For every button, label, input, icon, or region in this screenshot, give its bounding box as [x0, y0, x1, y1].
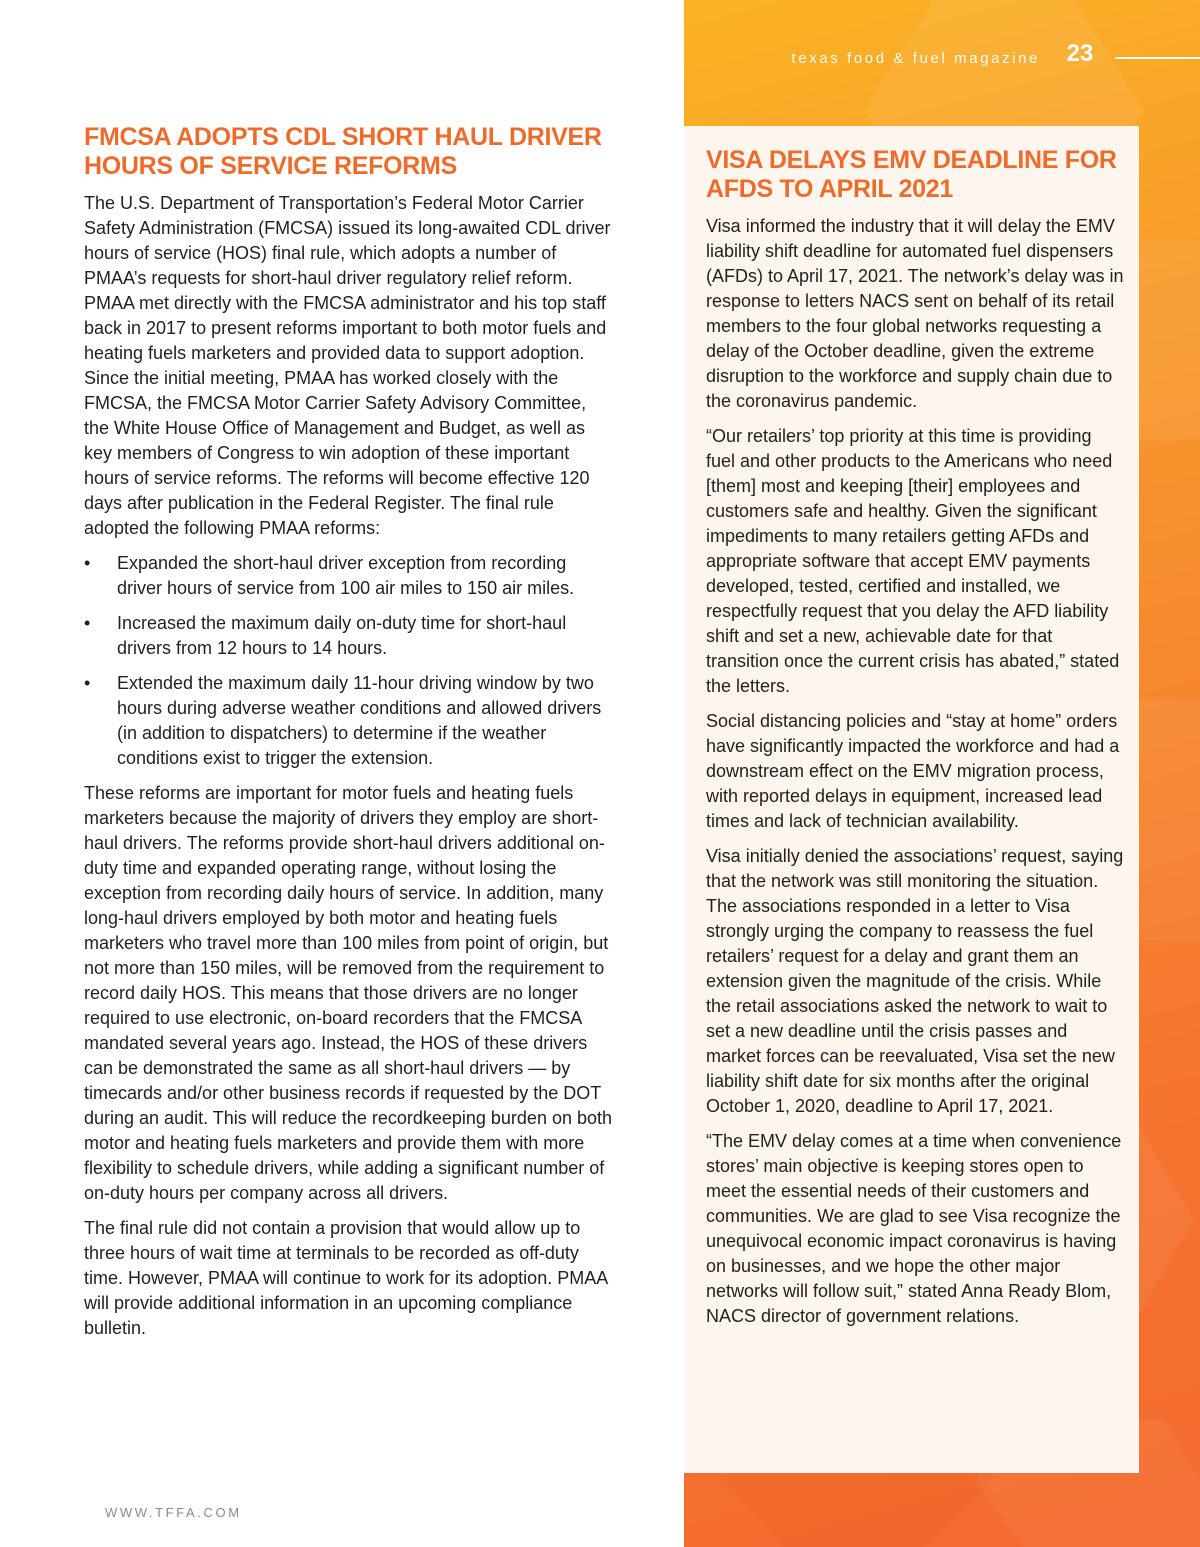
sidebar-article-paragraph: “Our retailers’ top priority at this time is providing fuel and other products to the Americans who need [them] most and keeping [their] employees and customers safe and healthy. Given the significant impediments to many retailers getting AFDs and appropriate software that accept EMV payments developed, tested, certified and installed, we respectfully request that you delay the AFD liability shift and set a new, achievable date for that transition once the current crisis has abated,” stated the letters. [706, 426, 1120, 696]
left-article-paragraph: These reforms are important for motor fuels and heating fuels marketers because the majority of drivers they employ are short-haul drivers. The reforms provide short-haul drivers additional on-duty time and expanded operating range, without losing the exception from recording daily hours of service. In addition, many long-haul drivers employed by both motor and heating fuels marketers who travel more than 100 miles from point of origin, but not more than 150 miles, will be removed from the requirement to record daily HOS. This means that those drivers are no longer required to use electronic, on-board recorders that the FMCSA mandated several years ago. Instead, the HOS of these drivers can be demonstrated the same as all short-haul drivers — by timecards and/or other business records if requested by the DOT during an audit. This will reduce the recordkeeping burden on both motor and heating fuels marketers and provide them with more flexibility to schedule drivers, while adding a significant number of on-duty hours per company across all drivers. [84, 783, 613, 1203]
footer-website: WWW.TFFA.COM [105, 1505, 242, 1520]
bullet-text: Extended the maximum daily 11-hour driving window by two hours during adverse weather conditions and allowed drivers (in addition to dispatchers) to determine if the weather conditions exist to trigger the extension. [117, 673, 602, 768]
page-number: 23 [1066, 40, 1094, 67]
bullet-text: Expanded the short-haul driver exception from recording driver hours of service from 100 air miles to 150 air miles. [117, 553, 575, 598]
magazine-name: texas food & fuel magazine [791, 50, 1040, 67]
list-item [84, 611, 614, 661]
list-item [84, 551, 614, 601]
sidebar-article-paragraph: Social distancing policies and “stay at home” orders have significantly impacted the workforce and had a downstream effect on the EMV migration process, with reported delays in equipment, increased lead times and lack of technician availability. [706, 711, 1120, 831]
left-article-title: FMCSA ADOPTS CDL SHORT HAUL DRIVER HOURS OF SERVICE REFORMS [84, 123, 602, 180]
left-article [84, 123, 614, 1351]
sidebar-article-paragraph: Visa informed the industry that it will delay the EMV liability shift deadline for automated fuel dispensers (AFDs) to April 17, 2021. The network’s delay was in response to letters NACS sent on behalf of its retail members to the four global networks requesting a delay of the October deadline, given the extreme disruption to the workforce and supply chain due to the coronavirus pandemic. [706, 216, 1124, 411]
left-article-body [84, 191, 614, 1341]
sidebar-article [706, 146, 1124, 1339]
bullet-text: Increased the maximum daily on-duty time for short-haul drivers from 12 hours to 14 hours. [117, 613, 567, 658]
left-article-intro: The U.S. Department of Transportation’s Federal Motor Carrier Safety Administration (FMCSA) issued its long-awaited CDL driver hours of service (HOS) final rule, which adopts a number of PMAA’s requests for short-haul driver regulatory relief reform. PMAA met directly with the FMCSA administrator and his top staff back in 2017 to present reforms important to both motor fuels and heating fuels marketers and provided data to support adoption. Since the initial meeting, PMAA has worked closely with the FMCSA, the FMCSA Motor Carrier Safety Advisory Committee, the White House Office of Management and Budget, as well as key members of Congress to win adoption of these important hours of service reforms. The reforms will become effective 120 days after publication in the Federal Register. The final rule adopted the following PMAA reforms: [84, 193, 611, 538]
reform-bullet-list [84, 551, 614, 771]
header-rule [1115, 57, 1200, 59]
bullet-icon: • [84, 613, 91, 633]
sidebar-article-body [706, 214, 1124, 1329]
left-article-paragraph: The final rule did not contain a provision that would allow up to three hours of wait time at terminals to be recorded as off-duty time. However, PMAA will continue to work for its adoption. PMAA will provide additional information in an upcoming compliance bulletin. [84, 1218, 608, 1338]
sidebar-box [684, 126, 1139, 1473]
bullet-icon: • [84, 553, 91, 573]
sidebar-article-paragraph: Visa initially denied the associations’ request, saying that the network was still monitoring the situation. The associations responded in a letter to Visa strongly urging the company to reassess the fuel retailers’ request for a delay and grant them an extension given the magnitude of the crisis. While the retail associations asked the network to wait to set a new deadline until the crisis passes and market forces can be reevaluated, Visa set the new liability shift date for six months after the original October 1, 2020, deadline to April 17, 2021. [706, 846, 1124, 1116]
bullet-icon: • [84, 673, 91, 693]
sidebar-article-paragraph: “The EMV delay comes at a time when convenience stores’ main objective is keeping stores open to meet the essential needs of their customers and communities. We are glad to see Visa recognize the unequivocal economic impact coronavirus is having on businesses, and we hope the other major networks will follow suit,” stated Anna Ready Blom, NACS director of government relations. [706, 1131, 1122, 1326]
list-item [84, 671, 614, 771]
sidebar-article-title: VISA DELAYS EMV DEADLINE FOR AFDS TO APRIL 2021 [706, 146, 1117, 203]
